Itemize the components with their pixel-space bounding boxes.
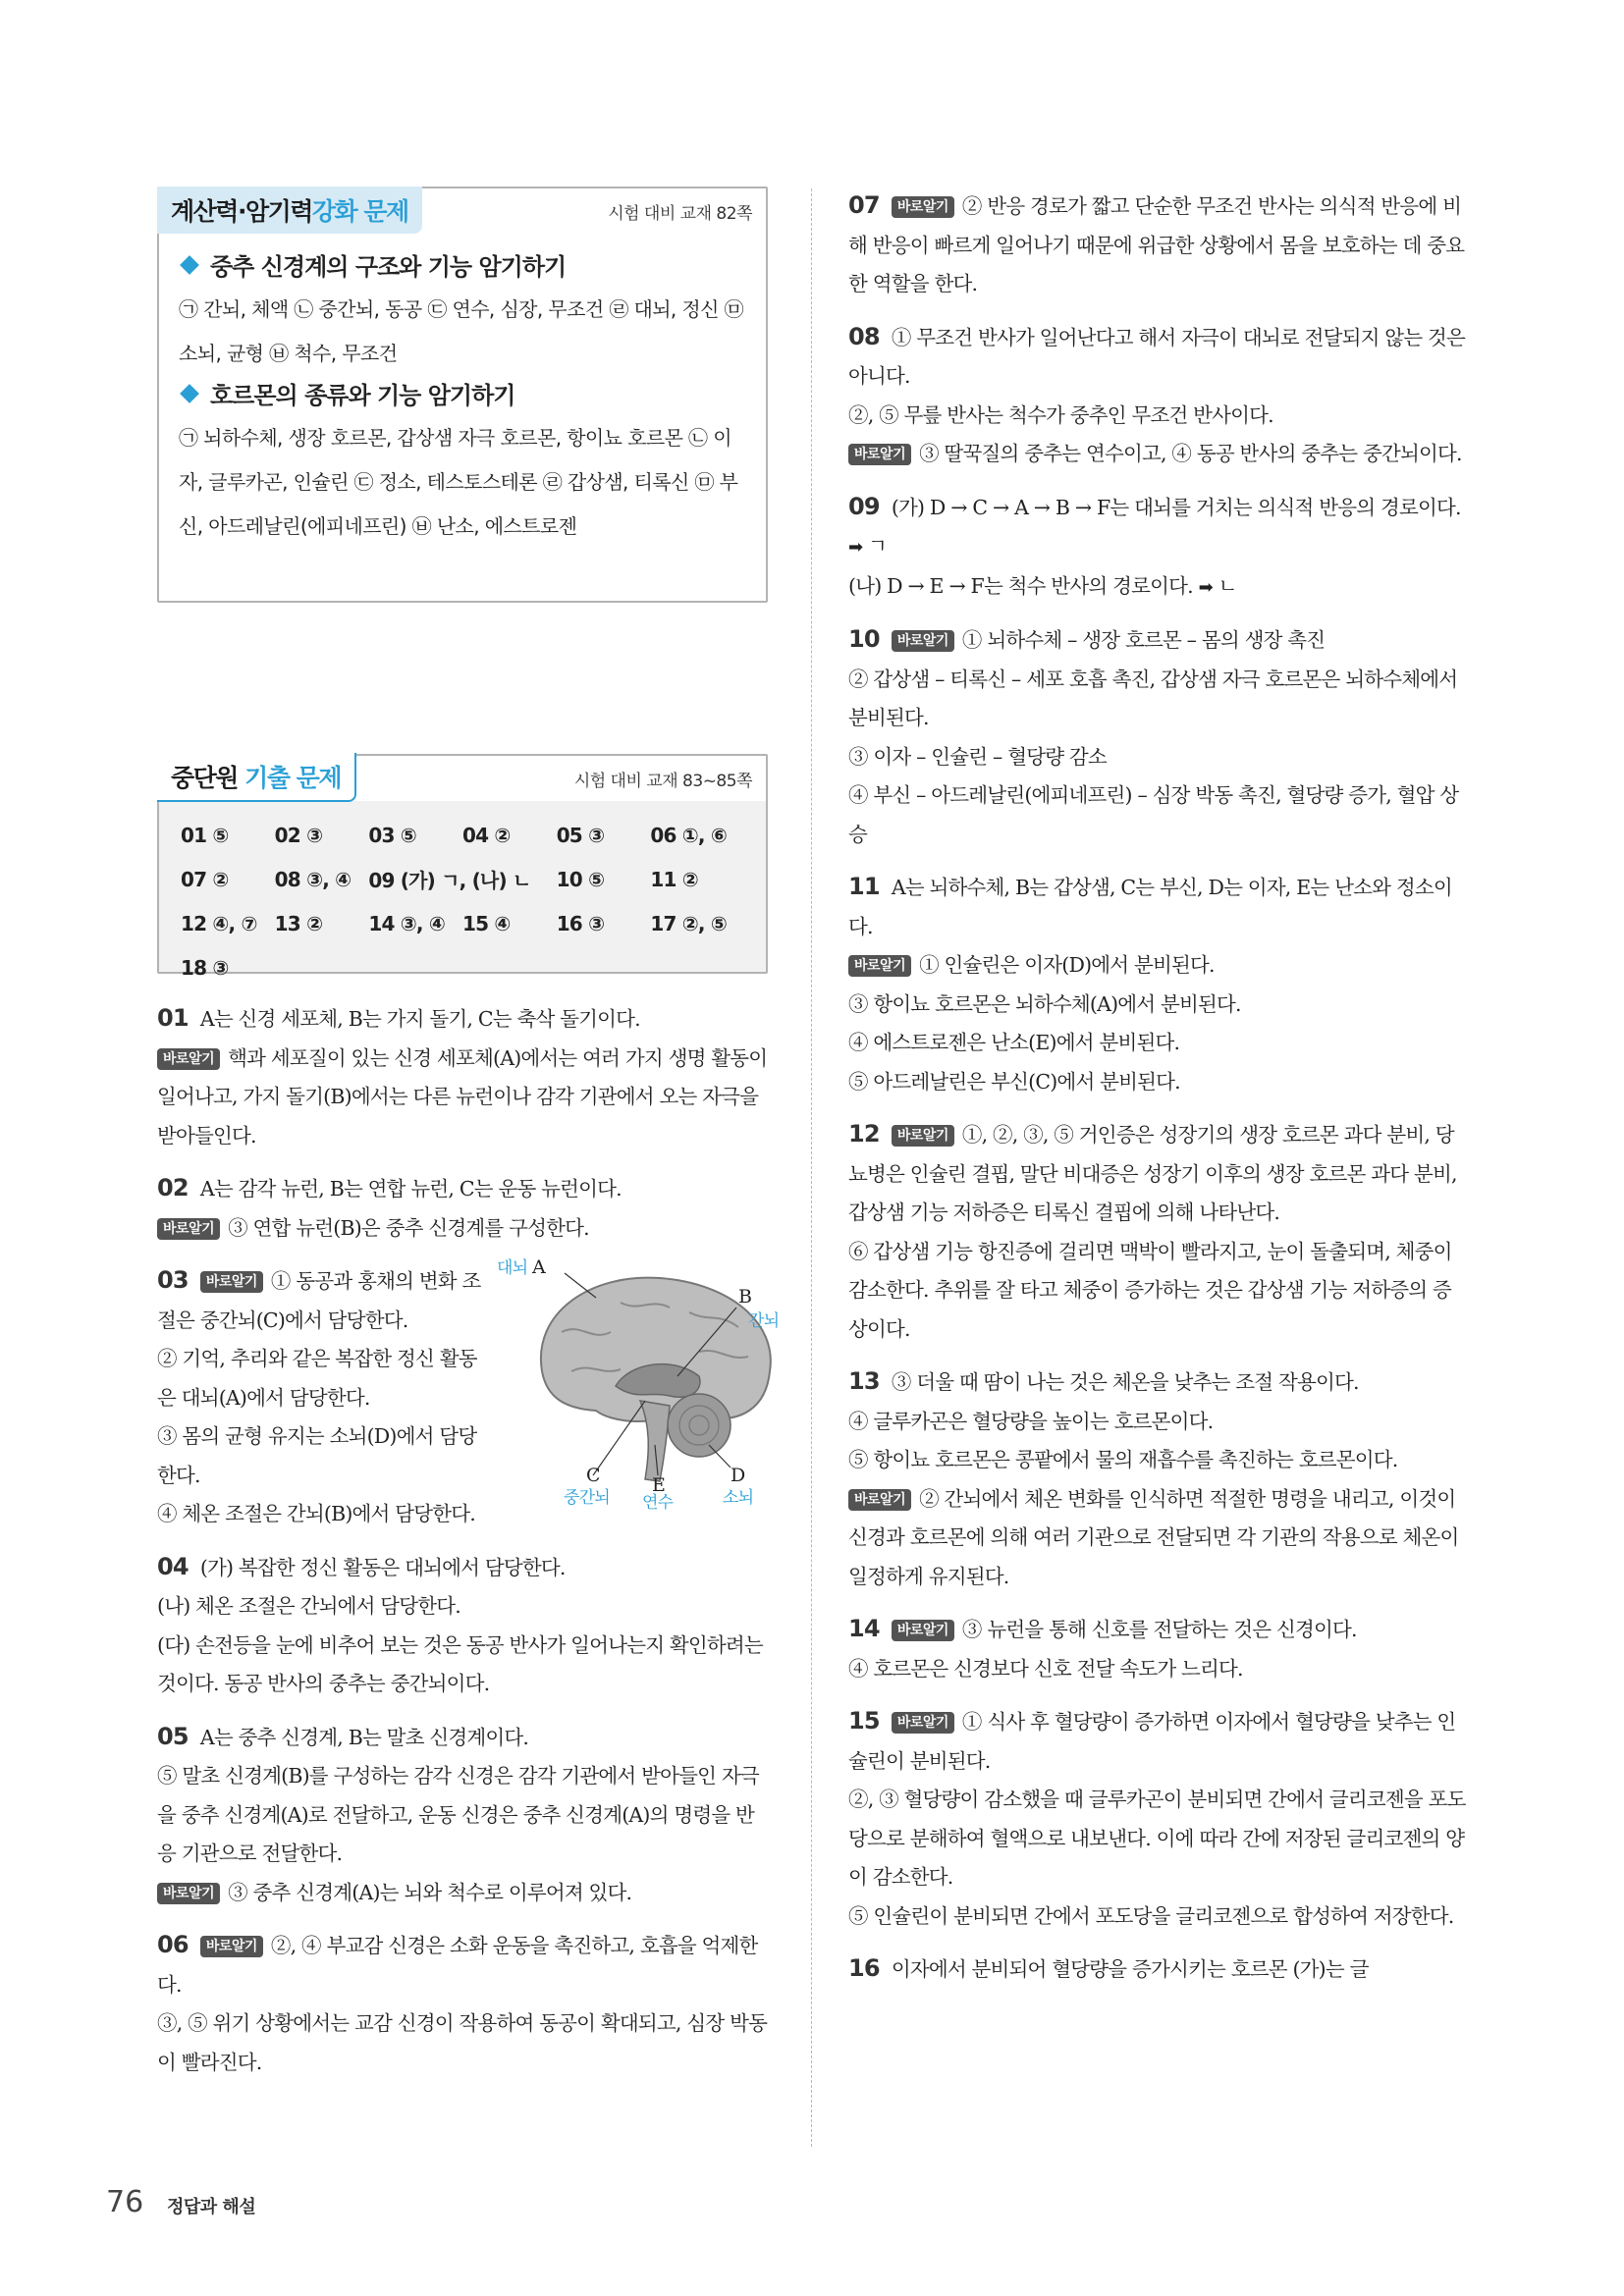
section-heading: 중추 신경계의 구조와 기능 암기하기 bbox=[210, 253, 567, 281]
answer-item: 11 ② bbox=[650, 867, 698, 891]
correction-badge: 바로알기 bbox=[892, 630, 954, 652]
explanation-02: 02 A는 감각 뉴런, B는 연합 뉴런, C는 운동 뉴런이다. 바로알기 ③ 연합 뉴런(B)은 중추 신경계를 구성한다. bbox=[157, 1174, 622, 1240]
exam-answer-box bbox=[157, 754, 768, 980]
right-column bbox=[848, 187, 1469, 2003]
section-answer-text: ㉠ 간뇌, 체액 ㉡ 중간뇌, 동공 ㉢ 연수, 심장, 무조건 ㉣ 대뇌, 정신 ㉤ 소뇌, 균형 ㉥ 척수, 무조건 bbox=[179, 297, 744, 365]
answer-arrow-icon: ➡ bbox=[1198, 576, 1213, 598]
correction-badge: 바로알기 bbox=[200, 1271, 263, 1293]
answer-item: 06 ①, ⑥ bbox=[650, 823, 727, 847]
page-number: 76 bbox=[106, 2185, 144, 2219]
correction-badge: 바로알기 bbox=[892, 196, 954, 218]
answer-item: 04 ② bbox=[462, 823, 511, 847]
answer-item: 08 ③, ④ bbox=[274, 867, 352, 891]
correction-badge: 바로알기 bbox=[848, 1489, 911, 1511]
answer-item: 01 ⑤ bbox=[181, 823, 229, 847]
correction-badge: 바로알기 bbox=[157, 1883, 220, 1904]
correction-badge: 바로알기 bbox=[157, 1218, 220, 1240]
correction-badge: 바로알기 bbox=[848, 955, 911, 977]
brain-letter-e: E bbox=[652, 1474, 666, 1496]
brain-letter-c: C bbox=[586, 1465, 600, 1486]
answer-item: 14 ③, ④ bbox=[368, 911, 445, 935]
brain-label-cerebellum: 소뇌 bbox=[723, 1488, 754, 1508]
exam-box-reference: 시험 대비 교재 83~85쪽 bbox=[573, 771, 752, 791]
answer-row bbox=[181, 813, 744, 857]
memo-box-reference: 시험 대비 교재 82쪽 bbox=[608, 203, 752, 224]
answer-item: 07 ② bbox=[181, 867, 229, 891]
answer-item: 12 ④, ⑦ bbox=[181, 911, 257, 935]
answer-item: 16 ③ bbox=[556, 911, 605, 935]
section-heading: 호르몬의 종류와 기능 암기하기 bbox=[210, 382, 515, 409]
correction-badge: 바로알기 bbox=[892, 1620, 954, 1641]
explanation-07: 07 바로알기 ② 반응 경로가 짧고 단순한 무조건 반사는 의식적 반응에 비해 반응이 빠르게 일어나기 때문에 위급한 상황에서 몸을 보호하는 데 중요한 역할을 한다. bbox=[848, 191, 1465, 295]
brain-diagram bbox=[497, 1254, 797, 1513]
correction-badge: 바로알기 bbox=[892, 1712, 954, 1734]
diamond-bullet-icon bbox=[180, 384, 199, 403]
answer-item: 02 ③ bbox=[274, 823, 323, 847]
explanation-10: 10 바로알기 ① 뇌하수체 – 생장 호르몬 – 몸의 생장 촉진 ② 갑상샘 – 티록신 – 세포 호흡 촉진, 갑상샘 자극 호르몬은 뇌하수체에서 분비된다. ③ 이자 – 인슐린 – 혈당량 감소 ④ 부신 – 아드레날린(에피네프린) – 심장 박동 촉진, 혈당량 증가, 혈압 상승 bbox=[848, 625, 1459, 846]
answer-item: 03 ⑤ bbox=[368, 823, 416, 847]
brain-letter-b: B bbox=[738, 1286, 752, 1308]
explanation-09: 09 (가) D → C → A → B → F는 대뇌를 거치는 의식적 반응의 경로이다. ➡ ㄱ (나) D → E → F는 척수 반사의 경로이다. ➡ ㄴ bbox=[848, 492, 1461, 598]
answer-item: 09 (가) ㄱ, (나) ㄴ bbox=[368, 869, 531, 892]
answer-item: 10 ⑤ bbox=[556, 867, 605, 891]
explanation-15: 15 바로알기 ① 식사 후 혈당량이 증가하면 이자에서 혈당량을 낮추는 인슐린이 분비된다. ②, ③ 혈당량이 감소했을 때 글루카곤이 분비되면 간에서 글리코젠을 포도당으로 분해하여 혈액으로 내보낸다. 이에 따라 간에 저장된 글리코젠의 양이 감소한다. ⑤ 인슐린이 분비되면 간에서 포도당을 글리코젠으로 합성하여 저장한다. bbox=[848, 1707, 1466, 1928]
explanations-left bbox=[157, 999, 780, 2082]
correction-badge: 바로알기 bbox=[157, 1048, 220, 1070]
explanation-12: 12 바로알기 ①, ②, ③, ⑤ 거인증은 성장기의 생장 호르몬 과다 분비, 당뇨병은 인슐린 결핍, 말단 비대증은 성장기 이후의 생장 호르몬 과다 분비, 갑상샘 기능 저하증은 티록신 결핍에 의해 나타난다. ⑥ 갑상샘 기능 항진증에 걸리면 맥박이 빨라지고, 눈이 돌출되며, 체중이 감소한다. 추위를 잘 타고 체중이 증가하는 것은 갑상샘 기능 저하증의 증상이다. bbox=[848, 1120, 1457, 1341]
memo-practice-box bbox=[157, 187, 768, 603]
answer-item: 05 ③ bbox=[556, 823, 605, 847]
answer-row bbox=[181, 901, 744, 945]
diamond-bullet-icon bbox=[180, 255, 199, 275]
explanation-01: 01 A는 신경 세포체, B는 가지 돌기, C는 축삭 돌기이다. 바로알기 핵과 세포질이 있는 신경 세포체(A)에서는 여러 가지 생명 활동이 일어나고, 가지 돌기(B)에서는 다른 뉴런이나 감각 기관에서 오는 자극을 받아들인다. bbox=[157, 1004, 768, 1148]
column-divider bbox=[811, 188, 812, 2147]
answer-row bbox=[181, 945, 744, 989]
answer-row bbox=[181, 857, 744, 901]
memo-section-hormone bbox=[159, 376, 766, 549]
section-answer-text: ㉠ 뇌하수체, 생장 호르몬, 갑상샘 자극 호르몬, 항이뇨 호르몬 ㉡ 이자, 글루카곤, 인슐린 ㉢ 정소, 테스토스테론 ㉣ 갑상샘, 티록신 ㉤ 부신, 아드레날린(에피네프린) ㉥ 난소, 에스트로젠 bbox=[179, 426, 738, 538]
memo-box-title: 계산력·암기력강화 문제 bbox=[157, 187, 422, 234]
exam-box-title: 중단원 기출 문제 bbox=[157, 753, 356, 802]
brain-label-midbrain: 중간뇌 bbox=[564, 1488, 610, 1508]
brain-letter-a: A bbox=[532, 1256, 545, 1278]
explanation-06: 06 바로알기 ②, ④ 부교감 신경은 소화 운동을 촉진하고, 호흡을 억제한다. ③, ⑤ 위기 상황에서는 교감 신경이 작용하여 동공이 확대되고, 심장 박동이 빨라진다. bbox=[157, 1931, 768, 2074]
answer-arrow-icon: ➡ bbox=[848, 537, 863, 558]
correction-badge: 바로알기 bbox=[892, 1125, 954, 1147]
answer-grid bbox=[159, 801, 766, 1001]
explanation-05: 05 A는 중추 신경계, B는 말초 신경계이다. ⑤ 말초 신경계(B)를 구성하는 감각 신경은 감각 기관에서 받아들인 자극을 중추 신경계(A)로 전달하고, 운동 신경은 중추 신경계(A)의 명령을 반응 기관으로 전달한다. 바로알기 ③ 중추 신경계(A)는 뇌와 척수로 이루어져 있다. bbox=[157, 1722, 759, 1904]
explanation-16: 16 이자에서 분비되어 혈당량을 증가시키는 호르몬 (가)는 글 bbox=[848, 1954, 1369, 1982]
answer-item: 15 ④ bbox=[462, 911, 511, 935]
footer-label: 정답과 해설 bbox=[167, 2197, 256, 2217]
explanation-11: 11 A는 뇌하수체, B는 갑상샘, C는 부신, D는 이자, E는 난소와 정소이다. 바로알기 ① 인슐린은 이자(D)에서 분비된다. ③ 항이뇨 호르몬은 뇌하수체(A)에서 분비된다. ④ 에스트로젠은 난소(E)에서 분비된다. ⑤ 아드레날린은 부신(C)에서 분비된다. bbox=[848, 873, 1452, 1094]
cerebellum-shape bbox=[668, 1394, 731, 1457]
correction-badge: 바로알기 bbox=[848, 444, 911, 465]
answer-item: 17 ②, ⑤ bbox=[650, 911, 727, 935]
brain-label-cerebrum: 대뇌 bbox=[497, 1258, 528, 1278]
correction-badge: 바로알기 bbox=[200, 1936, 263, 1957]
brain-label-diencephalon: 간뇌 bbox=[748, 1311, 780, 1331]
explanation-14: 14 바로알기 ③ 뉴런을 통해 신호를 전달하는 것은 신경이다. ④ 호르몬은 신경보다 신호 전달 속도가 느리다. bbox=[848, 1615, 1357, 1681]
explanation-04: 04 (가) 복잡한 정신 활동은 대뇌에서 담당한다. (나) 체온 조절은 간뇌에서 담당한다. (다) 손전등을 눈에 비추어 보는 것은 동공 반사가 일어나는지 확인하려는 것이다. 동공 반사의 중추는 중간뇌이다. bbox=[157, 1552, 763, 1695]
explanation-03: 03 바로알기 ① 동공과 홍채의 변화 조절은 중간뇌(C)에서 담당한다. ② 기억, 추리와 같은 복잡한 정신 활동은 대뇌(A)에서 담당한다. ③ 몸의 균형 유지는 소뇌(D)에서 담당한다. ④ 체온 조절은 간뇌(B)에서 담당한다. 대뇌 A B 간뇌 C 중간뇌 E 연수 D 소뇌 bbox=[157, 1261, 768, 1534]
cerebrum-shape bbox=[541, 1278, 771, 1422]
memo-section-cns bbox=[159, 247, 766, 376]
answer-item: 18 ③ bbox=[181, 955, 229, 980]
explanation-08: 08 ① 무조건 반사가 일어난다고 해서 자극이 대뇌로 전달되지 않는 것은 아니다. ②, ⑤ 무릎 반사는 척수가 중추인 무조건 반사이다. 바로알기 ③ 딸꾹질의 중추는 연수이고, ④ 동공 반사의 중추는 중간뇌이다. bbox=[848, 322, 1466, 465]
brainstem-shape bbox=[640, 1401, 670, 1481]
left-column bbox=[157, 187, 780, 2096]
brain-label-medulla: 연수 bbox=[642, 1493, 674, 1513]
explanation-13: 13 ③ 더울 때 땀이 나는 것은 체온을 낮추는 조절 작용이다. ④ 글루카곤은 혈당량을 높이는 호르몬이다. ⑤ 항이뇨 호르몬은 콩팥에서 물의 재흡수를 촉진하는 호르몬이다. 바로알기 ② 간뇌에서 체온 변화를 인식하면 적절한 명령을 내리고, 이것이 신경과 호르몬에 의해 여러 기관으로 전달되면 각 기관의 작용으로 체온이 일정하게 유지된다. bbox=[848, 1367, 1459, 1588]
brain-letter-d: D bbox=[731, 1465, 745, 1486]
answer-item: 13 ② bbox=[274, 911, 323, 935]
